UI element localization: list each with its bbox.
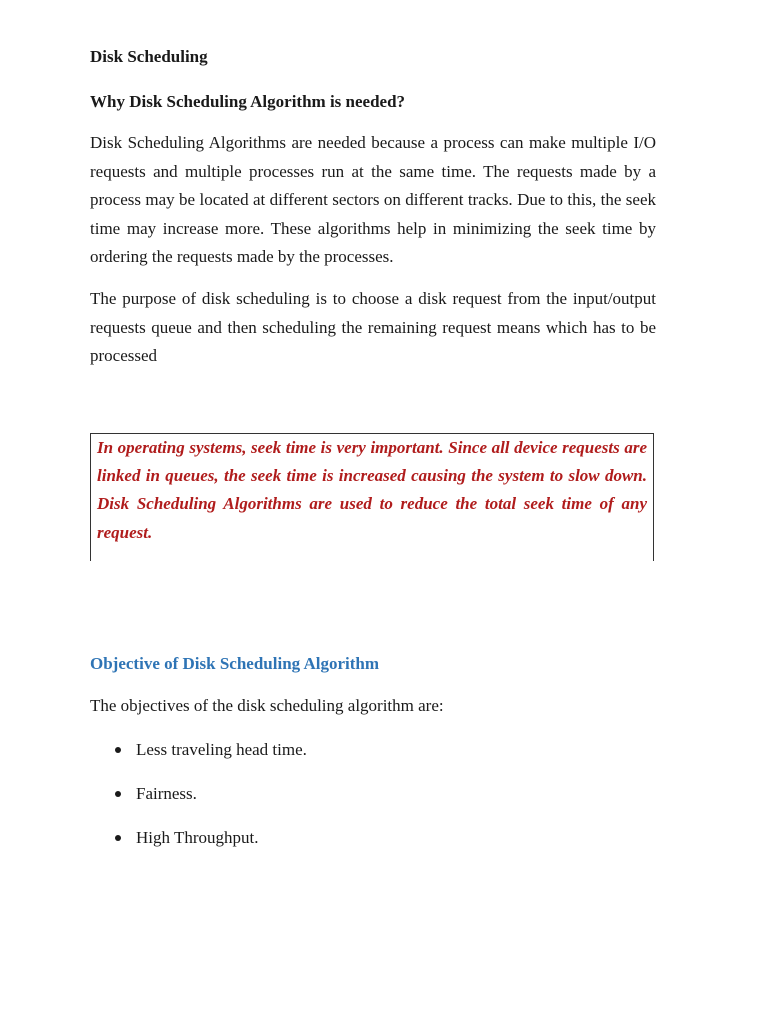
- list-item: [90, 828, 307, 872]
- list-item: [90, 784, 307, 828]
- section-heading-objective: Objective of Disk Scheduling Algorithm: [90, 654, 380, 673]
- callout-box: [90, 433, 654, 561]
- bullet-icon: [115, 835, 121, 841]
- section-heading-why: Why Disk Scheduling Algorithm is needed?: [90, 92, 406, 111]
- list-item-text: Fairness.: [136, 784, 197, 803]
- page-title: Disk Scheduling: [90, 47, 208, 66]
- list-item: [90, 740, 307, 784]
- bullet-icon: [115, 791, 121, 797]
- objective-intro: The objectives of the disk scheduling algorithm are:: [90, 696, 444, 715]
- list-item-text: Less traveling head time.: [136, 740, 307, 759]
- list-item-text: High Throughput.: [136, 828, 259, 847]
- paragraph-purpose: The purpose of disk scheduling is to choose a disk request from the input/output requests queue and then scheduling the remaining request means which has to be processed: [90, 289, 656, 365]
- bullet-icon: [115, 747, 121, 753]
- callout-text: In operating systems, seek time is very important. Since all device requests are linked in queues, the seek time is increased causing the system to slow down. Disk Scheduling Algorithms are used to reduce the total seek time of any request.: [97, 438, 647, 542]
- objective-list: [90, 740, 307, 872]
- paragraph-why: Disk Scheduling Algorithms are needed because a process can make multiple I/O requests and multiple processes run at the same time. The requests made by a process may be located at different sectors on different tracks. Due to this, the seek time may increase more. These algorithms help in minimizing the seek time by ordering the requests made by the processes.: [90, 133, 656, 266]
